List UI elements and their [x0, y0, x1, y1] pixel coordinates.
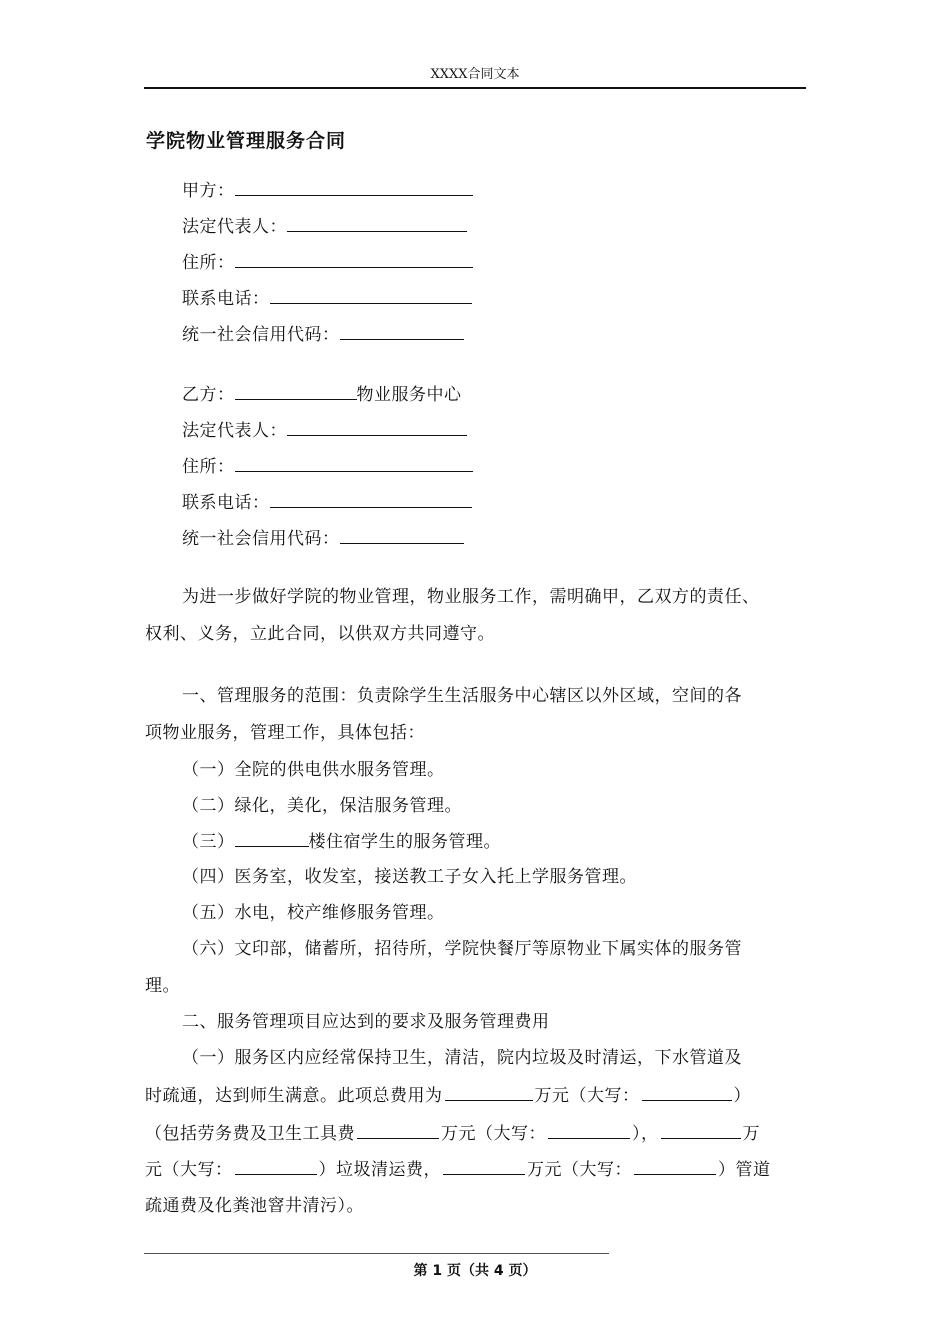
total-fee-close: ）: [733, 1086, 751, 1106]
section1-item-3-suffix: 楼住宿学生的服务管理。: [308, 832, 501, 852]
building-field: [235, 829, 309, 847]
total-fee-unit: 万元（大写：: [534, 1086, 640, 1106]
labor-fee-text: （包括劳务费及卫生工具费: [145, 1124, 355, 1144]
party-a-name-field: [235, 178, 473, 196]
labor-fee-close: ），: [632, 1124, 659, 1144]
page-header: XXXX合同文本: [430, 67, 520, 82]
party-b-code-field: [340, 526, 464, 544]
party-b-addr-field: [235, 454, 473, 472]
section1-heading-line-2: 项物业服务，管理工作，具体包括：: [145, 723, 425, 743]
page-number: 第 1 页（共 4 页）: [413, 1263, 537, 1279]
party-b-name-suffix: 物业服务中心: [356, 385, 462, 405]
party-a-code-field: [340, 322, 464, 340]
total-fee-text: 时疏通，达到师生满意。此项总费用为: [145, 1086, 443, 1106]
pipe-fee-field: [443, 1157, 525, 1175]
party-a-addr-label: 住所：: [182, 253, 235, 273]
section2-p1-line-5: 疏通费及化粪池窨井清污）。: [145, 1196, 364, 1216]
party-b-addr-row: [182, 454, 473, 479]
party-a-rep-row: [182, 214, 467, 239]
garbage-fee-label: ）垃圾清运费，: [318, 1160, 441, 1180]
total-fee-field: [445, 1083, 533, 1101]
section1-item-3: [182, 829, 501, 854]
party-b-phone-row: [182, 490, 472, 515]
pipe-fee-label: ）管道: [718, 1160, 771, 1180]
section1-item-6-line-2: 理。: [145, 976, 180, 996]
party-a-addr-field: [235, 250, 473, 268]
garbage-fee-unit-start: 万: [742, 1124, 760, 1144]
party-a-addr-row: [182, 250, 473, 275]
section1-heading-line-1: 一、管理服务的范围：负责除学生生活服务中心辖区以外区域，空间的各: [182, 686, 742, 706]
party-b-name-label: 乙方：: [182, 385, 235, 405]
section1-item-2: （二）绿化，美化，保洁服务管理。: [182, 796, 462, 816]
party-a-rep-field: [287, 214, 467, 232]
section2-heading: 二、服务管理项目应达到的要求及服务管理费用: [182, 1012, 550, 1032]
party-a-phone-row: [182, 286, 472, 311]
total-fee-words-field: [642, 1083, 732, 1101]
party-a-code-row: [182, 322, 464, 347]
section2-p1-line-2: [145, 1083, 751, 1108]
party-a-code-label: 统一社会信用代码：: [182, 325, 340, 345]
party-a-name-label: 甲方：: [182, 181, 235, 201]
party-a-phone-label: 联系电话：: [182, 289, 270, 309]
section2-p1-line-3: [145, 1121, 760, 1146]
party-b-phone-label: 联系电话：: [182, 493, 270, 513]
section1-item-6-line-1: （六）文印部，储蓄所，招待所，学院快餐厅等原物业下属实体的服务管: [182, 939, 742, 959]
garbage-fee-field: [661, 1121, 741, 1139]
party-b-name-field: [235, 382, 357, 400]
section2-p1-line-1: （一）服务区内应经常保持卫生，清洁，院内垃圾及时清运，下水管道及: [182, 1048, 742, 1068]
garbage-fee-words-field: [235, 1157, 317, 1175]
party-b-phone-field: [270, 490, 472, 508]
pipe-fee-words-field: [634, 1157, 716, 1175]
section2-p1-line-4: [145, 1157, 771, 1182]
party-b-code-row: [182, 526, 464, 551]
section1-item-5: （五）水电，校产维修服务管理。: [182, 903, 445, 923]
party-b-rep-row: [182, 418, 467, 443]
labor-fee-field: [357, 1121, 439, 1139]
party-b-name-row: [182, 382, 462, 407]
labor-fee-unit: 万元（大写：: [441, 1124, 546, 1144]
footer-divider: [144, 1253, 609, 1254]
intro-line-2: 权利、义务，立此合同，以供双方共同遵守。: [145, 624, 495, 644]
intro-line-1: 为进一步做好学院的物业管理，物业服务工作，需明确甲，乙双方的责任、: [182, 587, 760, 607]
party-b-code-label: 统一社会信用代码：: [182, 529, 340, 549]
garbage-fee-unit-end: 元（大写：: [145, 1160, 233, 1180]
document-title: 学院物业管理服务合同: [146, 130, 347, 152]
labor-fee-words-field: [548, 1121, 630, 1139]
party-a-phone-field: [270, 286, 472, 304]
party-a-rep-label: 法定代表人：: [182, 217, 287, 237]
pipe-fee-unit: 万元（大写：: [527, 1160, 632, 1180]
party-a-name-row: [182, 178, 473, 203]
party-b-rep-field: [287, 418, 467, 436]
section1-item-3-prefix: （三）: [182, 832, 235, 852]
party-b-rep-label: 法定代表人：: [182, 421, 287, 441]
party-b-addr-label: 住所：: [182, 457, 235, 477]
section1-item-4: （四）医务室，收发室，接送教工子女入托上学服务管理。: [182, 867, 637, 887]
section1-item-1: （一）全院的供电供水服务管理。: [182, 760, 445, 780]
header-divider: [144, 87, 806, 89]
